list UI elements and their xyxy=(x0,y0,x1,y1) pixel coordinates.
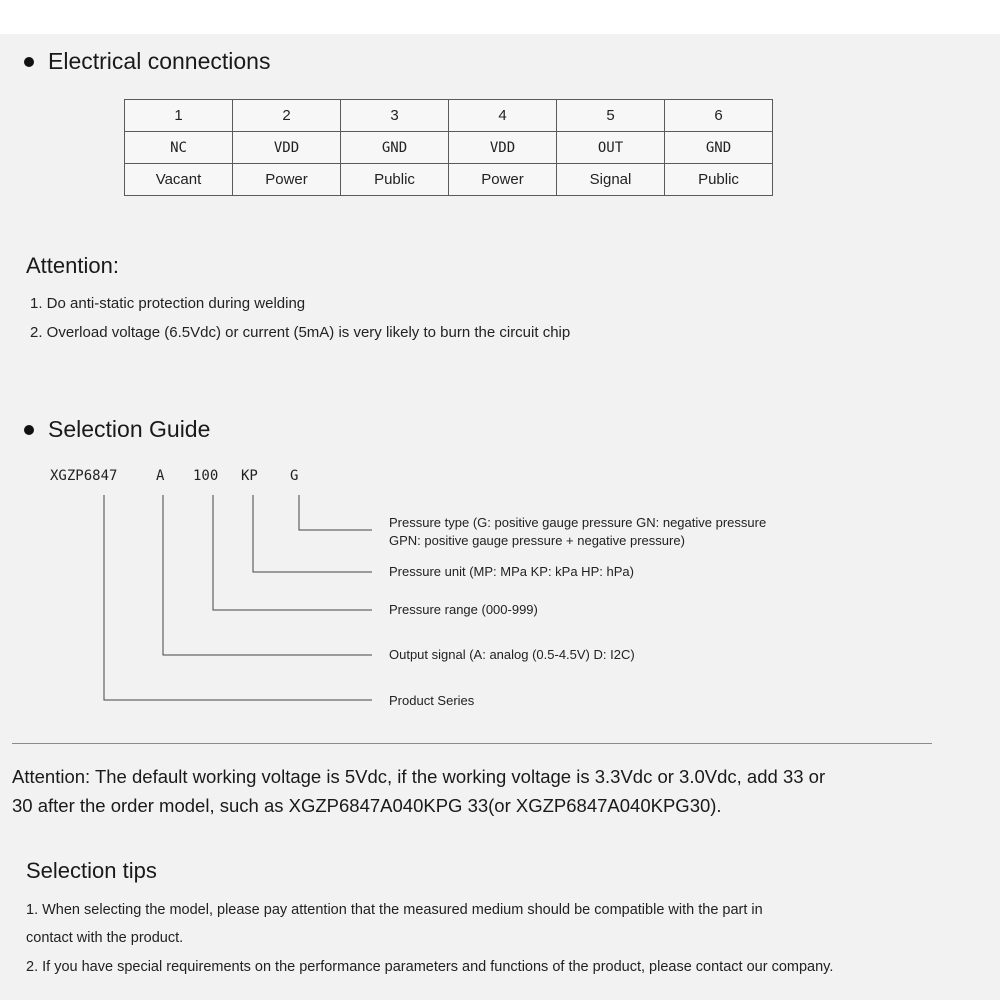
pin-name: VDD xyxy=(233,132,341,164)
selection-guide-heading xyxy=(24,416,210,443)
section-title: Electrical connections xyxy=(48,48,271,74)
selection-guide-diagram xyxy=(0,455,1000,715)
pin-name: VDD xyxy=(449,132,557,164)
pin-function: Power xyxy=(233,164,341,196)
section-title: Selection Guide xyxy=(48,416,211,442)
pin-name: GND xyxy=(665,132,773,164)
divider xyxy=(12,743,932,744)
connector-line-output xyxy=(163,495,372,655)
pin-function-row xyxy=(125,164,773,196)
attention-item: 1. Do anti-static protection during welding xyxy=(30,295,306,312)
top-bar xyxy=(0,0,1000,34)
pin-name: NC xyxy=(125,132,233,164)
voltage-note-line: Attention: The default working voltage is 5Vdc, if the working voltage is 3.3Vdc or 3.0Vdc, add 33 or xyxy=(12,766,826,787)
pin-name: GND xyxy=(341,132,449,164)
desc-pressure-unit: Pressure unit (MP: MPa KP: kPa HP: hPa) xyxy=(389,564,634,579)
pin-function: Public xyxy=(665,164,773,196)
tip-item: 2. If you have special requirements on the performance parameters and functions of the product, please contact our company. xyxy=(26,959,834,975)
code-type: G xyxy=(290,468,299,484)
voltage-note-line: 30 after the order model, such as XGZP6847A040KPG 33(or XGZP6847A040KPG30). xyxy=(12,795,722,816)
pin-number: 1 xyxy=(125,100,233,132)
connector-line-range xyxy=(213,495,372,610)
pin-function: Signal xyxy=(557,164,665,196)
pin-number: 2 xyxy=(233,100,341,132)
connector-line-type xyxy=(299,495,372,530)
pin-function: Vacant xyxy=(125,164,233,196)
desc-product-series: Product Series xyxy=(389,693,475,708)
bullet-icon xyxy=(24,425,34,435)
code-unit: KP xyxy=(241,468,258,484)
pin-number: 4 xyxy=(449,100,557,132)
code-range: 100 xyxy=(193,468,219,484)
pin-name: OUT xyxy=(557,132,665,164)
code-output: A xyxy=(156,468,165,484)
voltage-note xyxy=(12,762,972,820)
attention-heading: Attention: xyxy=(26,253,119,278)
desc-pressure-range: Pressure range (000-999) xyxy=(389,602,538,617)
pin-number: 6 xyxy=(665,100,773,132)
connector-line-unit xyxy=(253,495,372,572)
code-series: XGZP6847 xyxy=(50,468,118,484)
tip-item: 1. When selecting the model, please pay attention that the measured medium should be compatible with the part in xyxy=(26,902,763,918)
electrical-connections-heading xyxy=(24,48,270,75)
selection-tips-heading: Selection tips xyxy=(26,858,157,883)
attention-item: 2. Overload voltage (6.5Vdc) or current (5mA) is very likely to burn the circuit chip xyxy=(30,324,571,341)
pin-number: 3 xyxy=(341,100,449,132)
desc-output-signal: Output signal (A: analog (0.5-4.5V) D: I2C) xyxy=(389,647,635,662)
pin-number-row xyxy=(125,100,773,132)
desc-pressure-type: Pressure type (G: positive gauge pressure GN: negative pressure xyxy=(389,515,767,530)
pin-name-row xyxy=(125,132,773,164)
pin-table xyxy=(124,99,773,196)
pin-number: 5 xyxy=(557,100,665,132)
bullet-icon xyxy=(24,57,34,67)
connector-line-series xyxy=(104,495,372,700)
pin-function: Power xyxy=(449,164,557,196)
tip-item-cont: contact with the product. xyxy=(26,930,184,946)
pin-function: Public xyxy=(341,164,449,196)
desc-pressure-type-cont: GPN: positive gauge pressure + negative pressure) xyxy=(389,533,685,548)
